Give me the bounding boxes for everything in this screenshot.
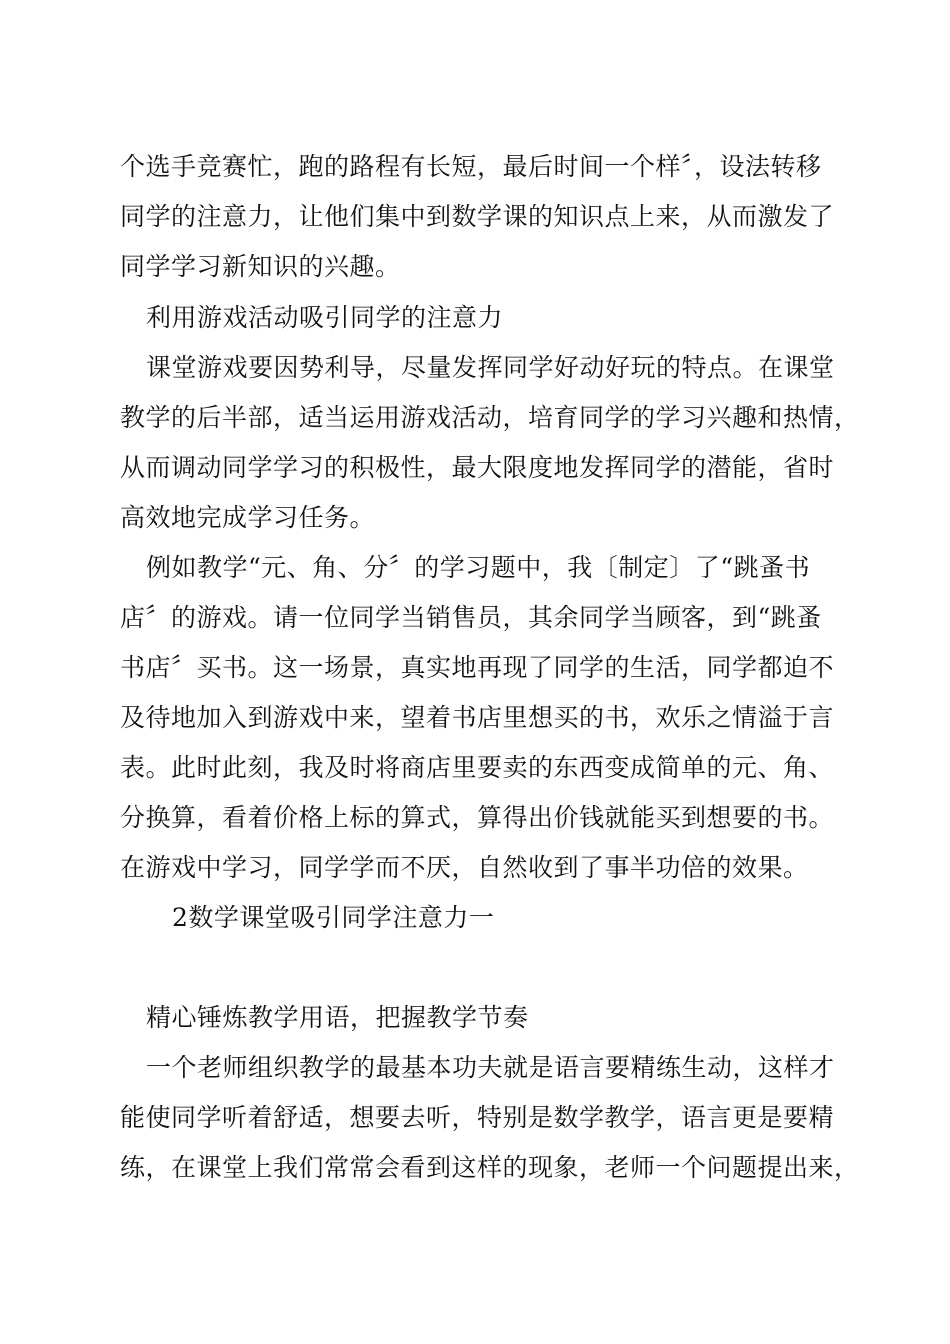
text-line: 同学学习新知识的兴趣。: [120, 252, 401, 281]
text-line: 一个老师组织教学的最基本功夫就是语言要精练生动，这样才: [146, 1053, 835, 1082]
text-line: 在游戏中学习，同学学而不厌，自然收到了事半功倍的效果。: [120, 853, 809, 882]
text-line: 从而调动同学学习的积极性，最大限度地发挥同学的潜能，省时: [120, 453, 835, 482]
text-line: 及待地加入到游戏中来，望着书店里想买的书，欢乐之情溢于言: [120, 703, 835, 732]
text-line: 能使同学听着舒适，想要去听，特别是数学教学，语言更是要精: [120, 1103, 835, 1132]
text-line: 练，在课堂上我们常常会看到这样的现象，老师一个问题提出来，: [120, 1153, 860, 1182]
text-line: 教学的后半部，适当运用游戏活动，培育同学的学习兴趣和热情，: [120, 403, 860, 432]
text-line: 例如教学“元、角、分〞的学习题中，我〔制定〕了“跳蚤书: [146, 553, 811, 582]
text-line: 分换算，看着价格上标的算式，算得出价钱就能买到想要的书。: [120, 803, 835, 832]
text-line: 个选手竞赛忙，跑的路程有长短，最后时间一个样〞，设法转移: [120, 152, 822, 181]
text-line: 课堂游戏要因势利导，尽量发挥同学好动好玩的特点。在课堂: [146, 353, 835, 382]
text-line: 店〞的游戏。请一位同学当销售员，其余同学当顾客，到“跳蚤: [120, 603, 822, 632]
section-heading: 精心锤炼教学用语，把握教学节奏: [146, 1003, 529, 1032]
text-line: 书店〞买书。这一场景，真实地再现了同学的生活，同学都迫不: [120, 653, 835, 682]
text-line: 高效地完成学习任务。: [120, 503, 376, 532]
text-line: 同学的注意力，让他们集中到数学课的知识点上来，从而激发了: [120, 202, 835, 231]
section-heading: 2数学课堂吸引同学注意力一: [172, 903, 495, 932]
section-heading: 利用游戏活动吸引同学的注意力: [146, 303, 504, 332]
text-line: 表。此时此刻，我及时将商店里要卖的东西变成简单的元、角、: [120, 753, 835, 782]
